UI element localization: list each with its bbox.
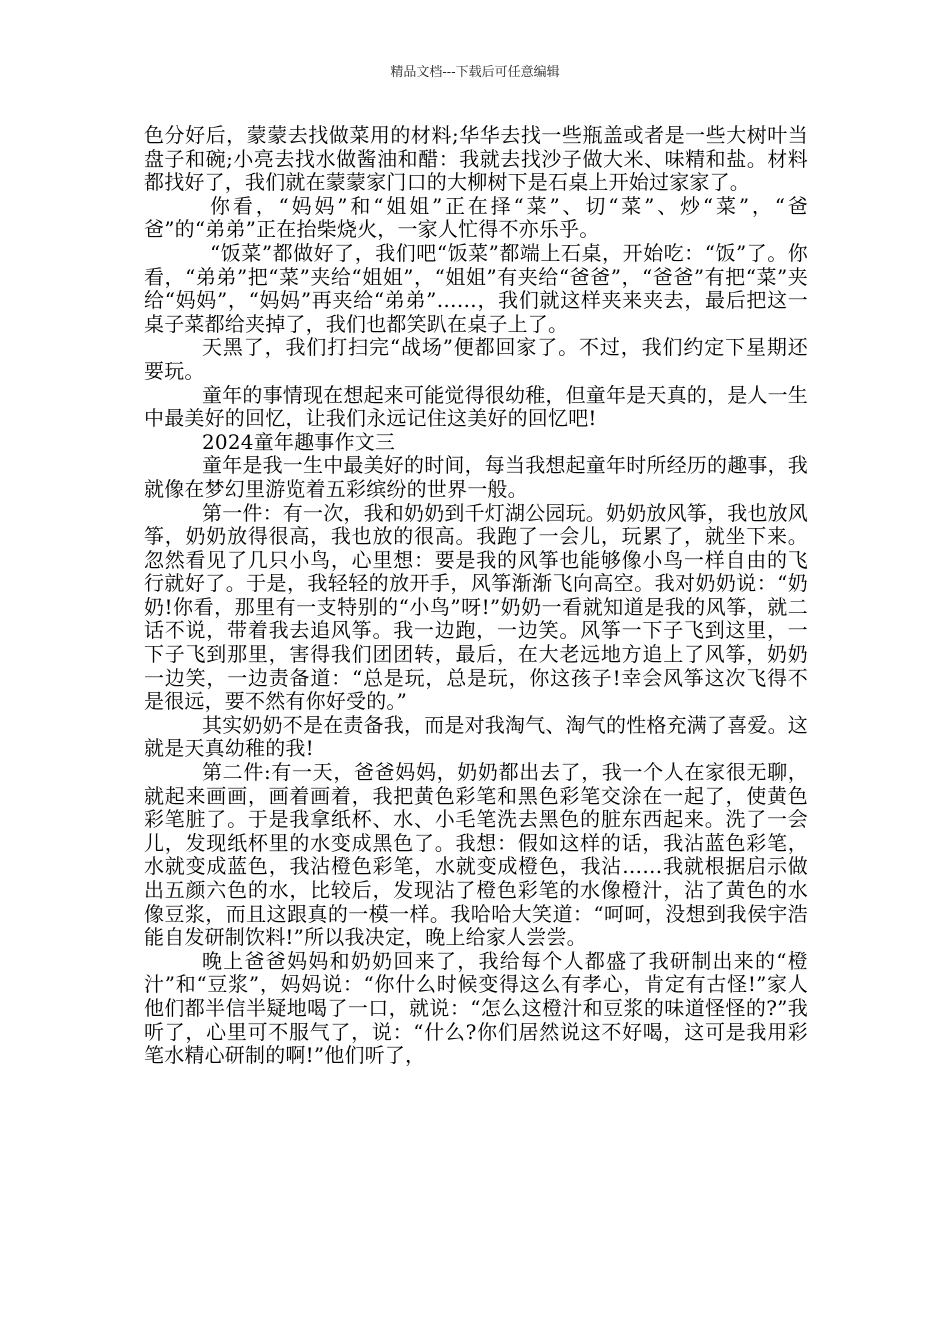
- paragraph-3: “饭菜”都做好了，我们吧“饭菜”都端上石桌，开始吃：“饭”了。你看，“弟弟”把“菜”夹给“姐姐”，“姐姐”有夹给“爸爸”，“爸爸”有把“菜”夹给“妈妈”，“妈妈”再夹给“弟弟”……，我们就这样夹来夹去，最后把这一桌子菜都给夹掉了，我们也都笑趴在桌子上了。: [144, 240, 808, 336]
- paragraph-9: 第二件:有一天，爸爸妈妈，奶奶都出去了，我一个人在家很无聊，就起来画画，画着画着，我把黄色彩笔和黑色彩笔交涂在一起了，使黄色彩笔脏了。于是我拿纸杯、水、小毛笔洗去黑色的脏东西起来。洗了一会儿，发现纸杯里的水变成黑色了。我想：假如这样的话，我沾蓝色彩笔，水就变成蓝色，我沾橙色彩笔，水就变成橙色，我沾……我就根据启示做出五颜六色的水，比较后，发现沾了橙色彩笔的水像橙汁，沾了黄色的水像豆浆，而且这跟真的一模一样。我哈哈大笑道：“呵呵，没想到我侯宇浩能自发研制饮料!”所以我决定，晚上给家人尝尝。: [144, 760, 808, 950]
- paragraph-7: 第一件：有一次，我和奶奶到千灯湖公园玩。奶奶放风筝，我也放风筝，奶奶放得很高，我也放的很高。我跑了一会儿，玩累了，就坐下来。忽然看见了几只小鸟，心里想：要是我的风筝也能够像小鸟一样自由的飞行就好了。于是，我轻轻的放开手，风筝渐渐飞向高空。我对奶奶说：“奶奶!你看，那里有一支特别的“小鸟”呀!”奶奶一看就知道是我的风筝，就二话不说，带着我去追风筝。我一边跑，一边笑。风筝一下子飞到这里，一下子飞到那里，害得我们团团转，最后，在大老远地方追上了风筝，奶奶一边笑，一边责备道：“总是玩，总是玩，你这孩子!幸会风筝这次飞得不是很远，要不然有你好受的。”: [144, 500, 808, 714]
- paragraph-1: 色分好后，蒙蒙去找做菜用的材料;华华去找一些瓶盖或者是一些大树叶当盘子和碗;小亮去找水做酱油和醋：我就去找沙子做大米、味精和盐。材料都找好了，我们就在蒙蒙家门口的大柳树下是石桌上开始过家家了。: [144, 123, 808, 195]
- paragraph-4: 天黑了，我们打扫完“战场”便都回家了。不过，我们约定下星期还要玩。: [144, 335, 808, 383]
- section-heading: 2024童年趣事作文三: [202, 429, 396, 454]
- paragraph-8: 其实奶奶不是在责备我，而是对我淘气、淘气的性格充满了喜爱。这就是天真幼稚的我!: [144, 712, 808, 761]
- paragraph-10: 晚上爸爸妈妈和奶奶回来了，我给每个人都盛了我研制出来的“橙汁”和“豆浆”，妈妈说：“你什么时候变得这么有孝心，肯定有古怪!”家人他们都半信半疑地喝了一口，就说：“怎么这橙汁和豆浆的味道怪怪的?”我听了，心里可不服气了，说：“什么?你们居然说这不好喝，这可是我用彩笔水精心研制的啊!”他们听了，: [144, 948, 808, 1068]
- paragraph-5: 童年的事情现在想起来可能觉得很幼稚，但童年是天真的，是人一生中最美好的回忆，让我们永远记住这美好的回忆吧!: [144, 382, 808, 431]
- page-header: 精品文档---下载后可任意编辑: [390, 65, 560, 80]
- paragraph-6: 童年是我一生中最美好的时间，每当我想起童年时所经历的趣事，我就像在梦幻里游览着五彩缤纷的世界一般。: [144, 453, 808, 501]
- paragraph-2: 你看，“妈妈”和“姐姐”正在择“菜”、切“菜”、炒“菜”，“爸爸”的“弟弟”正在抬柴烧火，一家人忙得不亦乐乎。: [144, 193, 808, 242]
- document-body: [144, 124, 808, 1068]
